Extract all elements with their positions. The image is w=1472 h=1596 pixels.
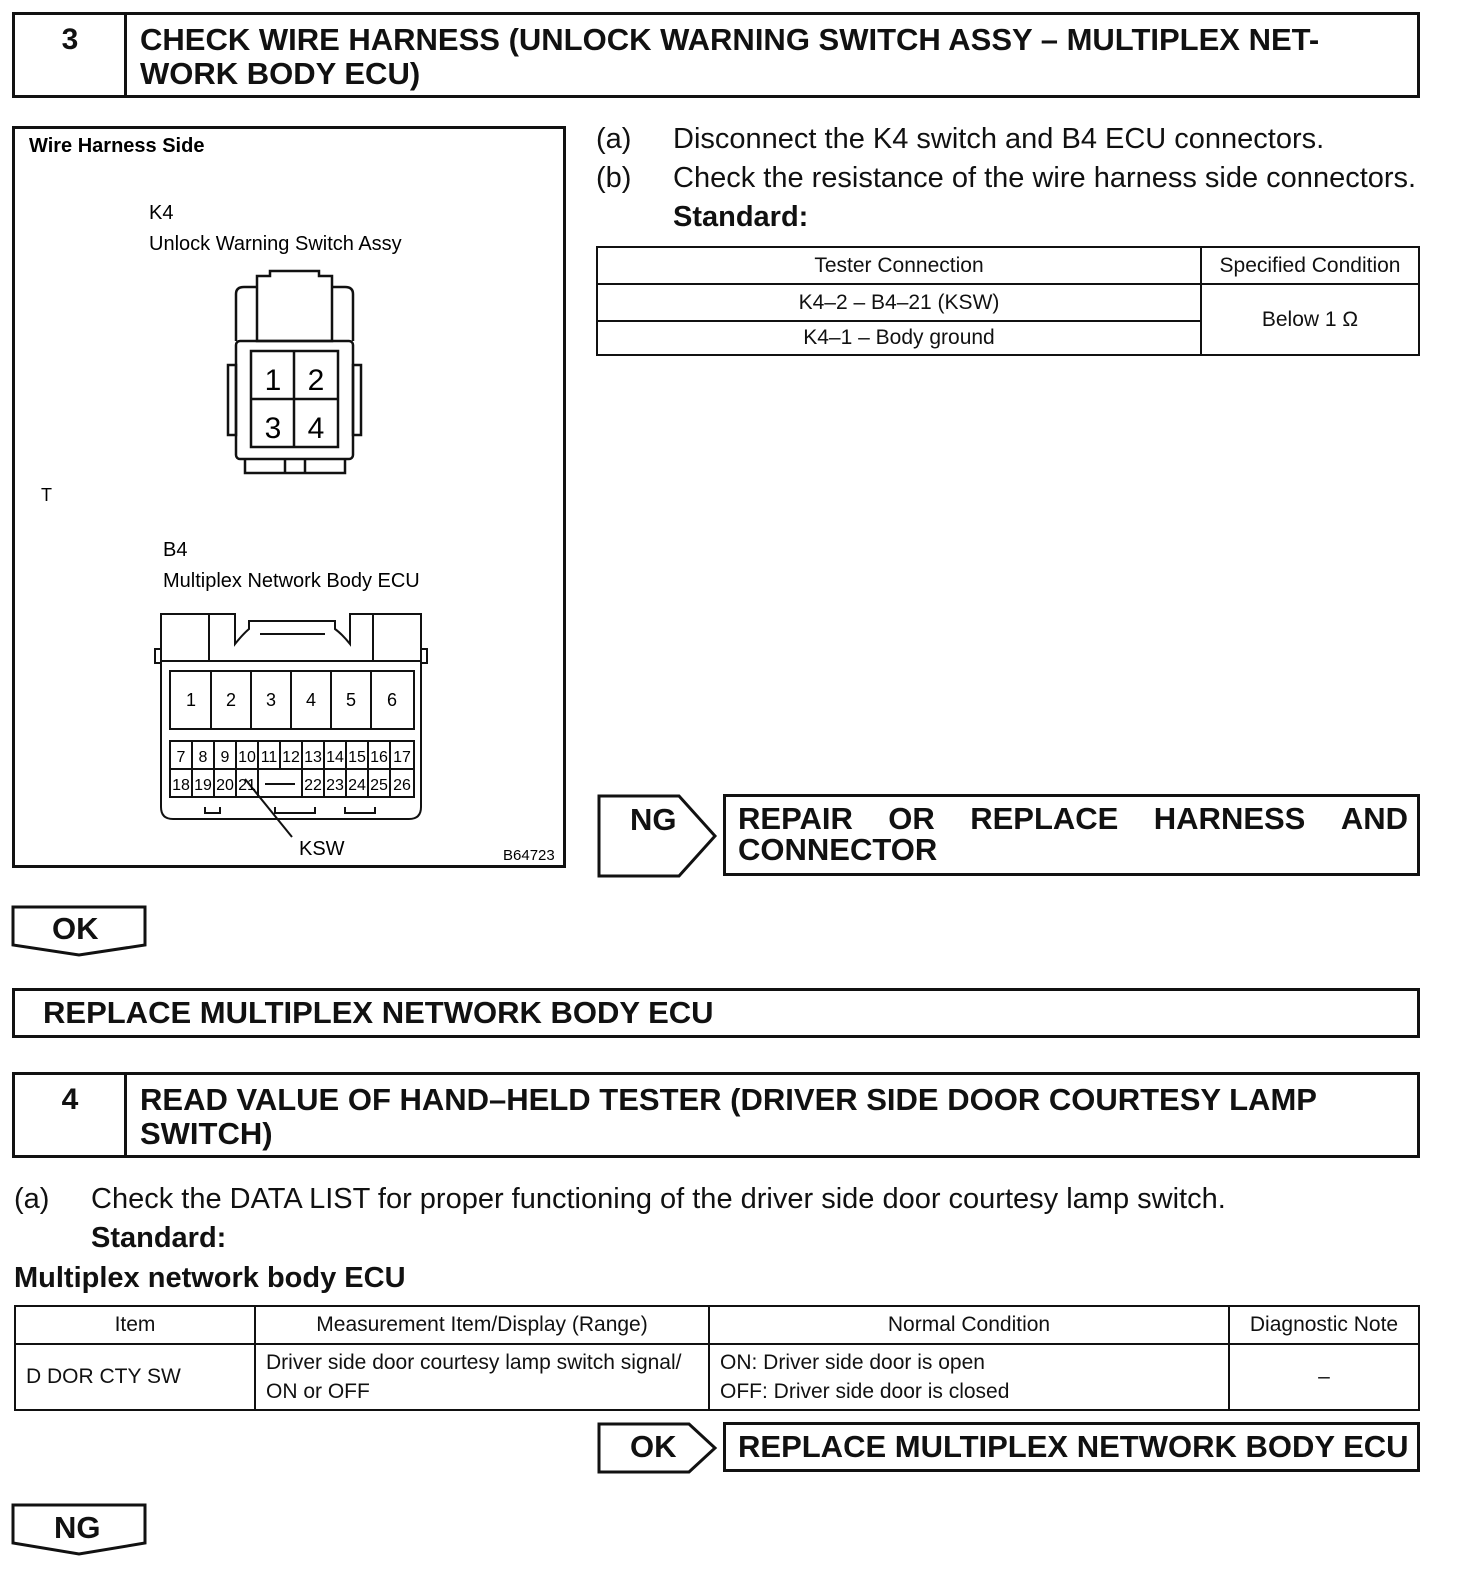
replace-ecu-text: REPLACE MULTIPLEX NETWORK BODY ECU (43, 995, 714, 1030)
table-cell-item: D DOR CTY SW (15, 1344, 255, 1410)
b4-mid-pins (177, 749, 411, 766)
b4-code: B4 (163, 539, 188, 561)
step4-header-divider (124, 1075, 127, 1155)
step4-title (140, 1083, 1410, 1151)
b4-pin: 4 (305, 690, 317, 710)
step4-subheading: Multiplex network body ECU (14, 1262, 406, 1294)
k4-pin: 4 (307, 412, 325, 445)
b4-pin: 5 (345, 690, 357, 710)
measure-line: Driver side door courtesy lamp switch signal/ (266, 1351, 682, 1374)
b4-pin: 1 (185, 690, 197, 710)
k4-pin: 1 (264, 364, 282, 397)
b4-pin: 24 (348, 777, 366, 794)
b4-connector-icon (155, 614, 427, 837)
k4-pin: 3 (264, 412, 282, 445)
normal-line: ON: Driver side door is open (720, 1351, 985, 1374)
ok-result-box (723, 1422, 1420, 1472)
b4-pin: 11 (260, 749, 278, 766)
b4-pin: 17 (393, 749, 411, 766)
step4-step-a (14, 1182, 1454, 1216)
table-cell: K4–2 – B4–21 (KSW) (597, 284, 1201, 321)
b4-pin: 15 (348, 749, 366, 766)
table-cell: K4–1 – Body ground (597, 321, 1201, 355)
b4-pin: 9 (220, 749, 230, 766)
step3-title-line2: WORK BODY ECU) (140, 56, 421, 91)
step4-title-line1: READ VALUE OF HAND–HELD TESTER (DRIVER SIDE DOOR COURTESY LAMP (140, 1082, 1317, 1117)
step3-title (140, 23, 1410, 91)
b4-pin: 26 (393, 777, 411, 794)
b4-pin: 2 (225, 690, 237, 710)
measure-line: ON or OFF (266, 1380, 370, 1403)
b4-pin: 25 (370, 777, 388, 794)
b4-pin: 19 (194, 777, 212, 794)
step-text: Check the DATA LIST for proper functioning of the driver side door courtesy lamp switch. (91, 1183, 1226, 1215)
table-cell-normal (709, 1344, 1229, 1410)
figure-id: B64723 (503, 847, 555, 864)
step3-step-b (596, 161, 1456, 195)
step-text: Disconnect the K4 switch and B4 ECU connectors. (673, 123, 1325, 155)
step4-data-table (14, 1305, 1420, 1411)
b4-pin: 23 (326, 777, 344, 794)
step3-number: 3 (61, 23, 79, 56)
ng-word: REPAIR (738, 801, 853, 836)
wire-harness-figure (12, 126, 566, 868)
b4-pin: 12 (282, 749, 300, 766)
ok-result-label: OK (630, 1429, 677, 1464)
ng-result-line1 (738, 803, 1408, 835)
b4-pin: 10 (238, 749, 256, 766)
ng-word: AND (1340, 801, 1408, 836)
step-label: (a) (596, 123, 632, 155)
table-header: Tester Connection (597, 247, 1201, 284)
b4-pin: 16 (370, 749, 388, 766)
ok-label: OK (52, 911, 99, 946)
step3-step-a (596, 122, 1456, 156)
ng-bottom-label: NG (54, 1510, 101, 1545)
t-mark: T (41, 485, 52, 505)
step3-spec-table (596, 246, 1420, 356)
b4-pin: 18 (172, 777, 190, 794)
ng-label: NG (630, 802, 677, 837)
ok-result-text: REPLACE MULTIPLEX NETWORK BODY ECU (738, 1429, 1409, 1464)
b4-pin: 3 (265, 690, 277, 710)
step4-number: 4 (61, 1083, 79, 1116)
ng-word: OR (888, 801, 935, 836)
table-header: Measurement Item/Display (Range) (255, 1306, 709, 1344)
b4-name: Multiplex Network Body ECU (163, 570, 420, 592)
b4-pin: 8 (198, 749, 208, 766)
k4-name: Unlock Warning Switch Assy (149, 233, 402, 255)
step4-header (12, 1072, 1420, 1158)
step4-title-line2: SWITCH) (140, 1116, 273, 1151)
k4-code: K4 (149, 202, 174, 224)
b4-pin: 6 (386, 690, 398, 710)
step3-standard-label: Standard: (673, 201, 809, 233)
ng-result-line2: CONNECTOR (738, 832, 938, 867)
b4-pin: 13 (304, 749, 322, 766)
b4-pin: 7 (176, 749, 186, 766)
ksw-label: KSW (299, 838, 345, 860)
b4-pin: 22 (304, 777, 322, 794)
table-cell-note: – (1229, 1344, 1419, 1410)
step-label: (a) (14, 1183, 50, 1215)
step3-title-line1: CHECK WIRE HARNESS (UNLOCK WARNING SWITCH ASSY – MULTIPLEX NET- (140, 22, 1320, 57)
table-header: Diagnostic Note (1229, 1306, 1419, 1344)
table-header: Specified Condition (1201, 247, 1419, 284)
ng-word: REPLACE (970, 801, 1119, 836)
step-text: Check the resistance of the wire harness side connectors. (673, 162, 1417, 194)
table-cell-condition: Below 1 Ω (1201, 284, 1419, 355)
b4-pin: 20 (216, 777, 234, 794)
k4-connector-icon (228, 271, 361, 473)
normal-line: OFF: Driver side door is closed (720, 1380, 1010, 1403)
step3-header (12, 12, 1420, 98)
table-header: Item (15, 1306, 255, 1344)
figure-heading: Wire Harness Side (29, 135, 205, 157)
k4-pin: 2 (307, 364, 325, 397)
ng-word: HARNESS (1153, 801, 1306, 836)
b4-pin: 14 (326, 749, 344, 766)
b4-low-pins (172, 777, 411, 794)
step-label: (b) (596, 162, 632, 194)
connector-diagram (15, 129, 563, 865)
step3-header-divider (124, 15, 127, 95)
table-header: Normal Condition (709, 1306, 1229, 1344)
step4-standard-label: Standard: (91, 1222, 227, 1254)
table-cell-measure (255, 1344, 709, 1410)
replace-ecu-box (12, 988, 1420, 1038)
b4-pin: 21 (238, 777, 256, 794)
